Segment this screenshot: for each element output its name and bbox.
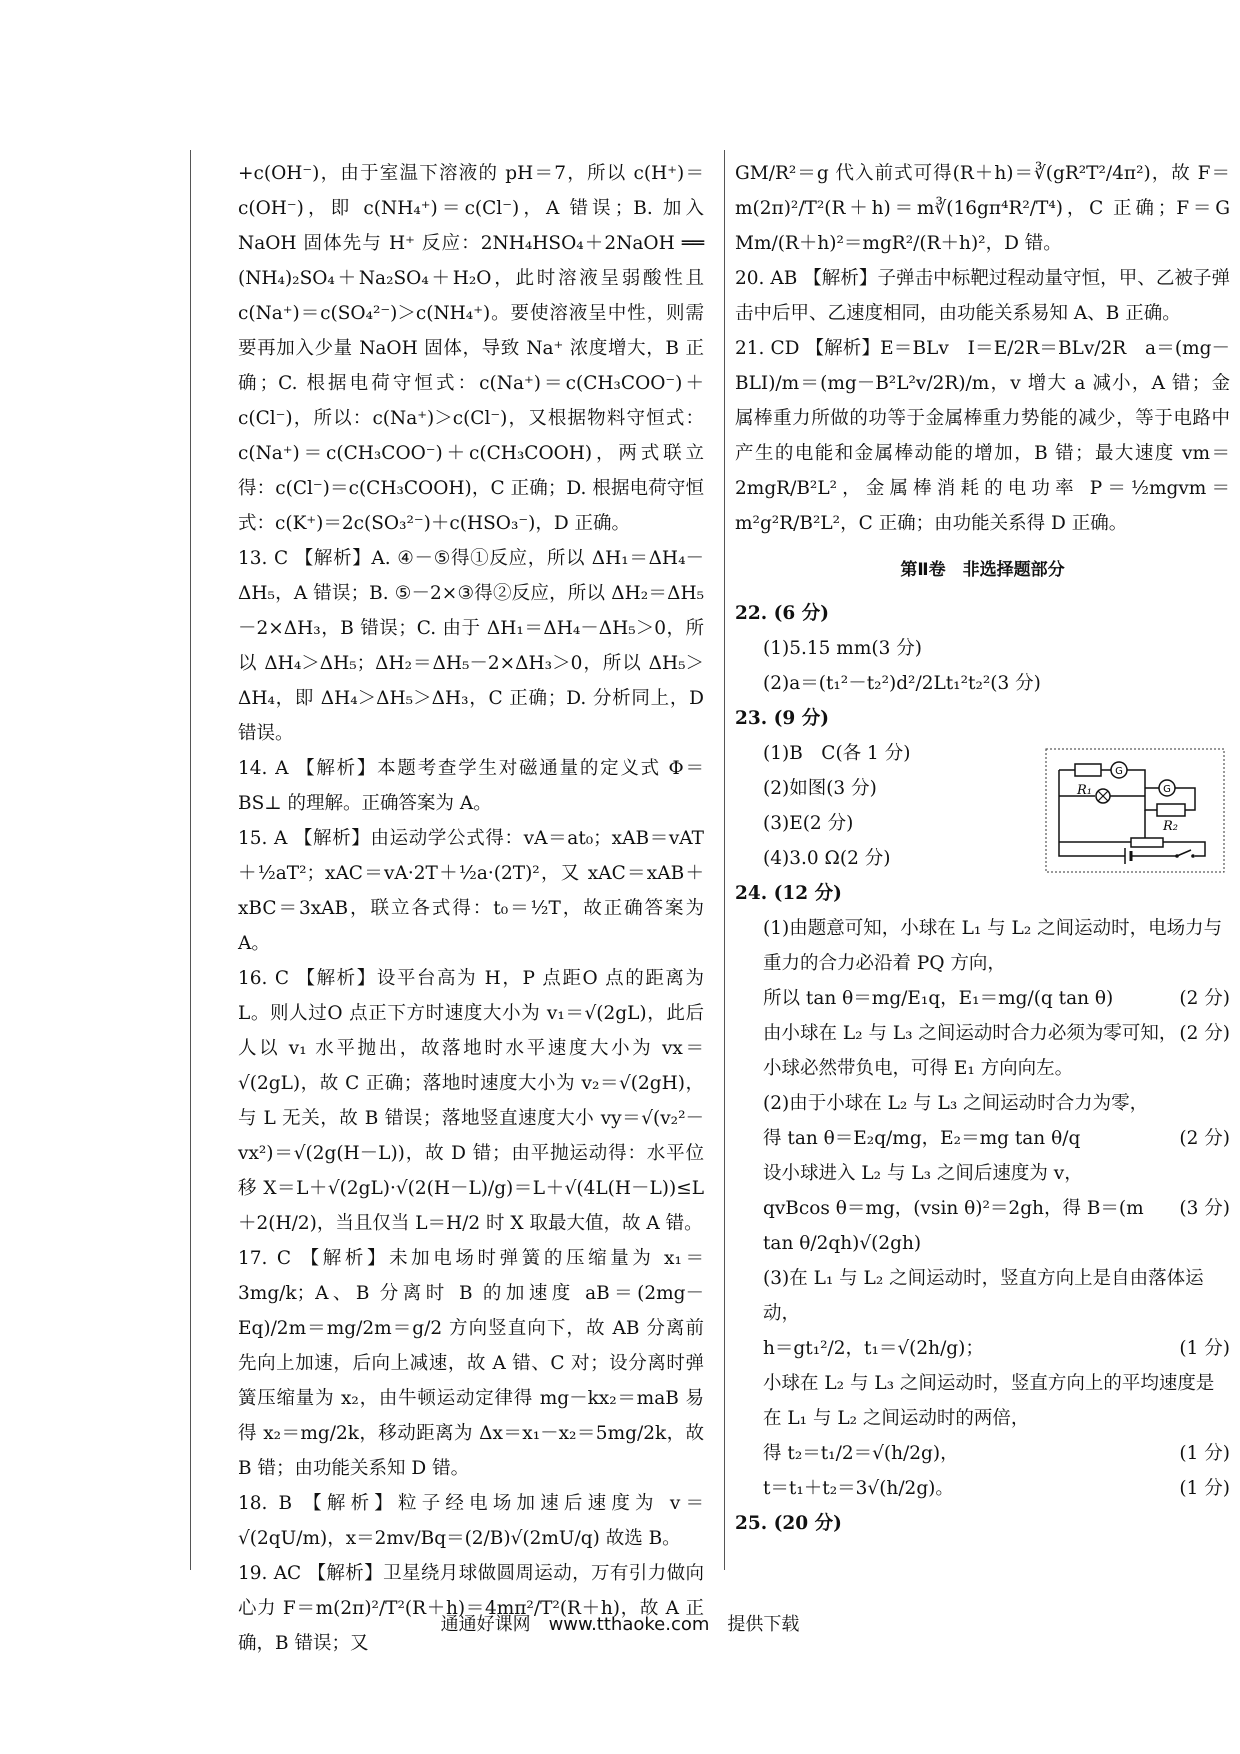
- wire: [1127, 770, 1145, 788]
- wire-left: [1059, 770, 1125, 856]
- q24-line: 得 t₂＝t₁/2＝√(h/2g)， (1 分): [763, 1443, 1230, 1464]
- q23-part3: (3)E(2 分): [763, 813, 854, 834]
- r1-label: R₁: [1077, 783, 1092, 798]
- q12-continuation: +c(OH⁻)，由于室温下溶液的 pH＝7，所以 c(H⁺)＝c(OH⁻)，即 c(NH₄⁺)＝c(Cl⁻)，A 错误；B. 加入 NaOH 固体先与 H⁺ 反应：2NH₄HSO₄＋2NaOH ══ (NH₄)₂SO₄＋Na₂SO₄＋H₂O，此时溶液呈弱酸性且 c(Na⁺)＝c(SO₄²⁻)＞c(NH₄⁺)。要使溶液呈中性，则需要再加入少量 NaOH 固体，导致 Na⁺ 浓度增大，B 正确；C. 根据电荷守恒式：c(Na⁺)＝c(CH₃COO⁻)＋c(Cl⁻)，所以：c(Na⁺)＞c(Cl⁻)，又根据物料守恒式：c(Na⁺)＝c(CH₃COO⁻)＋c(CH₃COOH)，两式联立得：c(Cl⁻)＝c(CH₃COOH)，C 正确；D. 根据电荷守恒式：c(K⁺)＝2c(SO₃²⁻)＋c(HSO₃⁻)，D 正确。: [238, 163, 704, 534]
- q17-answer: 17. C 【解析】未加电场时弹簧的压缩量为 x₁＝3mg/k；A、B 分离时 B 的加速度 aB＝(2mg－Eq)/2m＝mg/2m＝g/2 方向竖直向下，故 AB 分离前先向上加速，后向上减速，故 A 错、C 对；设分离时弹簧压缩量为 x₂，由牛顿运动定律得 mg－kx₂＝maB 易得 x₂＝mg/2k，移动距离为 Δx＝x₁－x₂＝5mg/2k，故 B 错；由功能关系知 D 错。: [238, 1248, 704, 1479]
- q24-line: 设小球进入 L₂ 与 L₃ 之间后速度为 v，: [763, 1163, 1083, 1184]
- q24-heading: 24. (12 分): [735, 883, 842, 904]
- q23-heading: 23. (9 分): [735, 708, 829, 729]
- q16-answer: 16. C 【解析】设平台高为 H，P 点距O 点的距离为 L。则人过O 点正下方时速度大小为 v₁＝√(2gL)，此后人以 v₁ 水平抛出，故落地时水平速度大小为 vx＝√(2gL)，故 C 正确；落地时速度大小为 v₂＝√(2gH)，与 L 无关，故 B 错误；落地竖直速度大小 vy＝√(v₂²－vx²)＝√(2g(H－L))，故 D 错；由平抛运动得：水平位移 X＝L＋√(2gL)·√(2(H－L)/g)＝L＋√(4L(H－L))≤L＋2(H/2)，当且仅当 L＝H/2 时 X 取最大值，故 A 错。: [238, 968, 704, 1234]
- r2-label: R₂: [1163, 819, 1178, 834]
- q22-heading: 22. (6 分): [735, 603, 829, 624]
- q15-answer: 15. A 【解析】由运动学公式得：vA＝at₀；xAB＝vAT＋½aT²；xAC＝vA·2T＋½a·(2T)²，又 xAC＝xAB＋xBC＝3xAB，联立各式得：t₀＝½T，故正确答案为 A。: [238, 828, 704, 954]
- q23-part2: (2)如图(3 分): [763, 778, 877, 799]
- q21-answer: 21. CD 【解析】E＝BLv I＝E/2R＝BLv/2R a＝(mg－BLI)/m＝(mg－B²L²v/2R)/m，v 增大 a 减小，A 错；金属棒重力所做的功等于金属棒重力势能的减少，等于电路中产生的电能和金属棒动能的增加，B 错；最大速度 vm＝2mgR/B²L²，金属棒消耗的电功率 P＝½mgvm＝m²g²R/B²L²，C 正确；由功能关系得 D 正确。: [735, 338, 1230, 534]
- wire: [1163, 842, 1205, 856]
- q23-part4: (4)3.0 Ω(2 分): [763, 848, 891, 869]
- q22-part1: (1)5.15 mm(3 分): [763, 638, 922, 659]
- resistor-r2: [1157, 804, 1185, 816]
- rheostat: [1131, 838, 1163, 847]
- q24-line: qvBcos θ＝mg，(vsin θ)²＝2gh，得 B＝(m tan θ/2qh)√(2gh) (3 分): [763, 1198, 1230, 1254]
- q24-line: 小球在 L₂ 与 L₃ 之间运动时，竖直方向上的平均速度是在 L₁ 与 L₂ 之间运动时的两倍，: [763, 1373, 1215, 1429]
- circuit-diagram: [1045, 748, 1225, 873]
- switch-contact: [1191, 854, 1195, 858]
- q24-line: 所以 tan θ＝mg/E₁q，E₁＝mg/(q tan θ) (2 分): [763, 988, 1230, 1009]
- galvanometer-label: G: [1163, 784, 1171, 795]
- galvanometer-label: G: [1115, 766, 1123, 777]
- q24-line: (2)由于小球在 L₂ 与 L₃ 之间运动时合力为零，: [763, 1093, 1149, 1114]
- q18-answer: 18. B 【解析】粒子经电场加速后速度为 v＝√(2qU/m)，x＝2mv/Bq＝(2/B)√(2mU/q) 故选 B。: [238, 1493, 704, 1549]
- q22-part2: (2)a＝(t₁²－t₂²)d²/2Lt₁²t₂²(3 分): [763, 673, 1041, 694]
- q25-heading: 25. (20 分): [735, 1513, 842, 1534]
- q24-line: 得 tan θ＝E₂q/mg，E₂＝mg tan θ/q (2 分): [763, 1128, 1230, 1149]
- q24-line: 由小球在 L₂ 与 L₃ 之间运动时合力必须为零可知，小球必然带负电，可得 E₁ 方向向左。 (2 分): [763, 1023, 1230, 1079]
- q24-lines: [735, 911, 1230, 1506]
- q19-continuation: GM/R²＝g 代入前式可得(R＋h)＝∛(gR²T²/4π²)，故 F＝m(2π)²/T²(R＋h)＝m∛(16gπ⁴R²/T⁴)，C 正确；F＝G Mm/(R＋h)²＝mgR²/(R＋h)²，D 错。: [735, 163, 1230, 254]
- q24-line: h＝gt₁²/2，t₁＝√(2h/g)； (1 分): [763, 1338, 1230, 1359]
- left-margin-rule: [190, 150, 191, 1570]
- q23-part1: (1)B C(各 1 分): [763, 743, 911, 764]
- resistor-r1: [1075, 764, 1101, 776]
- section-title: 第Ⅱ卷 非选择题部分: [900, 560, 1065, 580]
- column-divider: [724, 150, 725, 1570]
- q24-line: t＝t₁＋t₂＝3√(h/2g)。 (1 分): [763, 1478, 1230, 1499]
- left-column: [238, 156, 704, 1661]
- footer-credit: 通通好课网 www.tthaoke.com 提供下载: [440, 1614, 800, 1635]
- q14-answer: 14. A 【解析】本题考查学生对磁通量的定义式 Φ＝BS⊥ 的理解。正确答案为 A。: [238, 758, 704, 814]
- q19-answer: 19. AC 【解析】卫星绕月球做圆周运动，万有引力做向心力 F＝m(2π)²/T²(R＋h)＝4mπ²/T²(R＋h)，故 A 正确，B 错误；又: [238, 1563, 704, 1654]
- diagram-frame: [1046, 749, 1224, 872]
- q24-line: (3)在 L₁ 与 L₂ 之间运动时，竖直方向上是自由落体运动，: [763, 1268, 1204, 1324]
- switch-icon: [1177, 850, 1191, 856]
- wire: [1145, 796, 1157, 810]
- q13-answer: 13. C 【解析】A. ④－⑤得①反应，所以 ΔH₁＝ΔH₄－ΔH₅，A 错误；B. ⑤－2×③得②反应，所以 ΔH₂＝ΔH₅－2×ΔH₃，B 错误；C. 由于 ΔH₁＝ΔH₄－ΔH₅＞0，所以 ΔH₄＞ΔH₅；ΔH₂＝ΔH₅－2×ΔH₃＞0，所以 ΔH₅＞ΔH₄，即 ΔH₄＞ΔH₅＞ΔH₃，C 正确；D. 分析同上，D 错误。: [238, 548, 704, 744]
- q20-answer: 20. AB 【解析】子弹击中标靶过程动量守恒，甲、乙被子弹击中后甲、乙速度相同，由功能关系易知 A、B 正确。: [735, 268, 1230, 324]
- q24-line: (1)由题意可知，小球在 L₁ 与 L₂ 之间运动时，电场力与重力的合力必沿着 PQ 方向，: [763, 918, 1223, 974]
